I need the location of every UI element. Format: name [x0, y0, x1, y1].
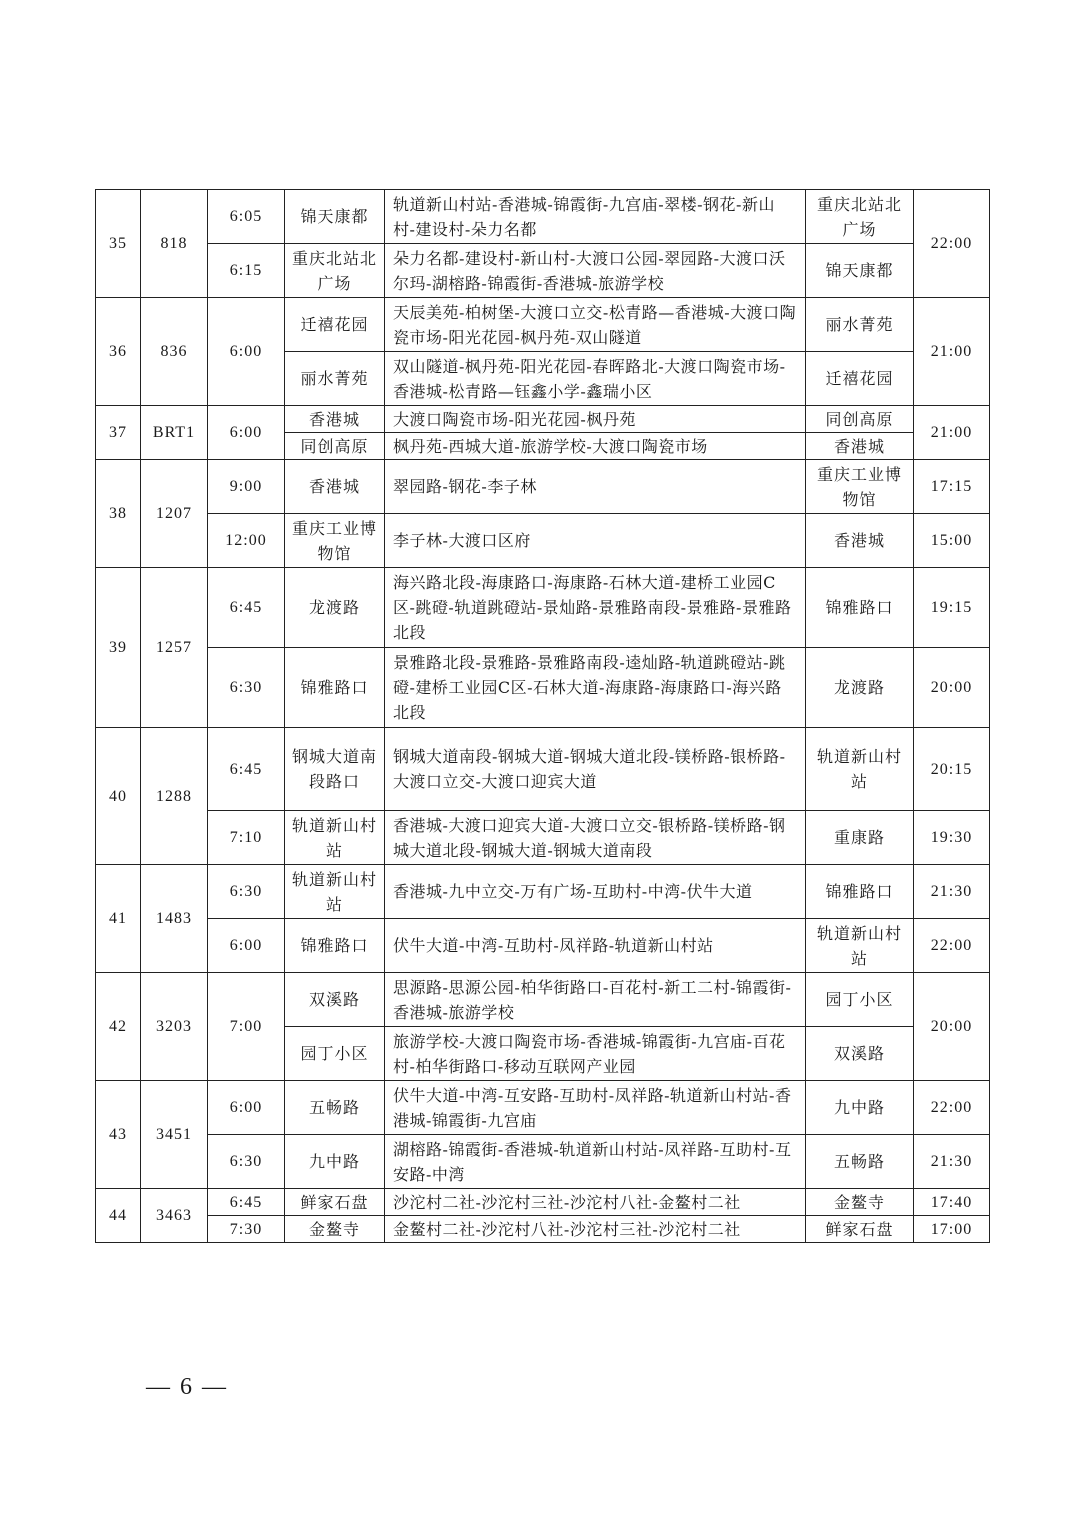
first-bus-time: 6:45: [208, 568, 285, 648]
row-number: 37: [96, 406, 141, 460]
route-number: 836: [141, 298, 208, 406]
destination-stop: 园丁小区: [806, 973, 914, 1027]
row-number: 40: [96, 728, 141, 865]
table-row: [96, 919, 990, 973]
first-bus-time: 7:10: [208, 811, 285, 865]
first-bus-time: 6:00: [208, 406, 285, 460]
origin-stop: 轨道新山村站: [285, 811, 385, 865]
origin-stop: 丽水菁苑: [285, 352, 385, 406]
origin-stop: 金鳌寺: [285, 1216, 385, 1243]
last-bus-time: 17:40: [914, 1189, 990, 1216]
last-bus-time: 20:15: [914, 728, 990, 811]
origin-stop: 九中路: [285, 1135, 385, 1189]
destination-stop: 香港城: [806, 514, 914, 568]
via-stops: 伏牛大道-中湾-互安路-互助村-凤祥路-轨道新山村站-香港城-锦霞街-九宫庙: [385, 1081, 806, 1135]
first-bus-time: 6:00: [208, 298, 285, 406]
via-stops: 枫丹苑-西城大道-旅游学校-大渡口陶瓷市场: [385, 433, 806, 460]
origin-stop: 钢城大道南段路口: [285, 728, 385, 811]
origin-stop: 香港城: [285, 460, 385, 514]
via-stops: 湖榕路-锦霞街-香港城-轨道新山村站-凤祥路-互助村-互安路-中湾: [385, 1135, 806, 1189]
via-stops: 天辰美苑-柏树堡-大渡口立交-松青路—香港城-大渡口陶瓷市场-阳光花园-枫丹苑-双山隧道: [385, 298, 806, 352]
via-stops: 翠园路-钢花-李子林: [385, 460, 806, 514]
origin-stop: 双溪路: [285, 973, 385, 1027]
via-stops: 沙沱村二社-沙沱村三社-沙沱村八社-金鳌村二社: [385, 1189, 806, 1216]
first-bus-time: 7:30: [208, 1216, 285, 1243]
origin-stop: 同创高原: [285, 433, 385, 460]
last-bus-time: 19:15: [914, 568, 990, 648]
origin-stop: 锦雅路口: [285, 919, 385, 973]
table-row: [96, 406, 990, 433]
origin-stop: 园丁小区: [285, 1027, 385, 1081]
route-number: 1483: [141, 865, 208, 973]
first-bus-time: 6:00: [208, 1081, 285, 1135]
destination-stop: 九中路: [806, 1081, 914, 1135]
route-number: 3203: [141, 973, 208, 1081]
via-stops: 伏牛大道-中湾-互助村-凤祥路-轨道新山村站: [385, 919, 806, 973]
destination-stop: 鲜家石盘: [806, 1216, 914, 1243]
last-bus-time: 20:00: [914, 973, 990, 1081]
via-stops: 香港城-九中立交-万有广场-互助村-中湾-伏牛大道: [385, 865, 806, 919]
route-number: 3451: [141, 1081, 208, 1189]
table-row: [96, 648, 990, 728]
origin-stop: 锦天康都: [285, 190, 385, 244]
row-number: 39: [96, 568, 141, 728]
destination-stop: 丽水菁苑: [806, 298, 914, 352]
last-bus-time: 22:00: [914, 190, 990, 298]
last-bus-time: 19:30: [914, 811, 990, 865]
origin-stop: 迁禧花园: [285, 298, 385, 352]
route-number: BRT1: [141, 406, 208, 460]
last-bus-time: 22:00: [914, 1081, 990, 1135]
last-bus-time: 15:00: [914, 514, 990, 568]
destination-stop: 双溪路: [806, 1027, 914, 1081]
row-number: 41: [96, 865, 141, 973]
last-bus-time: 22:00: [914, 919, 990, 973]
first-bus-time: 6:30: [208, 648, 285, 728]
destination-stop: 香港城: [806, 433, 914, 460]
table-row: [96, 298, 990, 352]
origin-stop: 重庆北站北广场: [285, 244, 385, 298]
table-row: [96, 811, 990, 865]
destination-stop: 重庆北站北广场: [806, 190, 914, 244]
table-row: [96, 1081, 990, 1135]
last-bus-time: 17:15: [914, 460, 990, 514]
last-bus-time: 21:00: [914, 406, 990, 460]
row-number: 44: [96, 1189, 141, 1243]
destination-stop: 迁禧花园: [806, 352, 914, 406]
row-number: 35: [96, 190, 141, 298]
origin-stop: 香港城: [285, 406, 385, 433]
via-stops: 香港城-大渡口迎宾大道-大渡口立交-银桥路-镁桥路-钢城大道北段-钢城大道-钢城大道南段: [385, 811, 806, 865]
origin-stop: 五畅路: [285, 1081, 385, 1135]
first-bus-time: 6:15: [208, 244, 285, 298]
destination-stop: 重康路: [806, 811, 914, 865]
destination-stop: 龙渡路: [806, 648, 914, 728]
destination-stop: 五畅路: [806, 1135, 914, 1189]
row-number: 36: [96, 298, 141, 406]
row-number: 42: [96, 973, 141, 1081]
table-row: [96, 1189, 990, 1216]
last-bus-time: 20:00: [914, 648, 990, 728]
table-row: [96, 514, 990, 568]
via-stops: 海兴路北段-海康路口-海康路-石林大道-建桥工业园C区-跳磴-轨道跳磴站-景灿路-景雅路南段-景雅路-景雅路北段: [385, 568, 806, 648]
table-row: [96, 460, 990, 514]
via-stops: 朵力名都-建设村-新山村-大渡口公园-翠园路-大渡口沃尔玛-湖榕路-锦霞街-香港城-旅游学校: [385, 244, 806, 298]
via-stops: 双山隧道-枫丹苑-阳光花园-春晖路北-大渡口陶瓷市场-香港城-松青路—钰鑫小学-鑫瑞小区: [385, 352, 806, 406]
first-bus-time: 9:00: [208, 460, 285, 514]
row-number: 43: [96, 1081, 141, 1189]
destination-stop: 重庆工业博物馆: [806, 460, 914, 514]
via-stops: 轨道新山村站-香港城-锦霞街-九宫庙-翠楼-钢花-新山村-建设村-朵力名都: [385, 190, 806, 244]
route-number: 1257: [141, 568, 208, 728]
first-bus-time: 6:30: [208, 865, 285, 919]
destination-stop: 锦雅路口: [806, 865, 914, 919]
first-bus-time: 6:45: [208, 728, 285, 811]
origin-stop: 轨道新山村站: [285, 865, 385, 919]
table-row: [96, 244, 990, 298]
via-stops: 钢城大道南段-钢城大道-钢城大道北段-镁桥路-银桥路-大渡口立交-大渡口迎宾大道: [385, 728, 806, 811]
table-row: [96, 190, 990, 244]
first-bus-time: 6:45: [208, 1189, 285, 1216]
route-number: 1207: [141, 460, 208, 568]
destination-stop: 金鳌寺: [806, 1189, 914, 1216]
bus-route-table: [95, 189, 990, 1243]
destination-stop: 同创高原: [806, 406, 914, 433]
first-bus-time: 7:00: [208, 973, 285, 1081]
row-number: 38: [96, 460, 141, 568]
origin-stop: 锦雅路口: [285, 648, 385, 728]
table-row: [96, 728, 990, 811]
via-stops: 大渡口陶瓷市场-阳光花园-枫丹苑: [385, 406, 806, 433]
last-bus-time: 21:30: [914, 865, 990, 919]
via-stops: 景雅路北段-景雅路-景雅路南段-逵灿路-轨道跳磴站-跳磴-建桥工业园C区-石林大道-海康路-海康路口-海兴路北段: [385, 648, 806, 728]
origin-stop: 重庆工业博物馆: [285, 514, 385, 568]
table-row: [96, 1216, 990, 1243]
via-stops: 李子林-大渡口区府: [385, 514, 806, 568]
table-row: [96, 973, 990, 1027]
table-row: [96, 1135, 990, 1189]
destination-stop: 锦天康都: [806, 244, 914, 298]
destination-stop: 轨道新山村站: [806, 728, 914, 811]
destination-stop: 轨道新山村站: [806, 919, 914, 973]
page-number: — 6 —: [146, 1374, 228, 1400]
route-number: 3463: [141, 1189, 208, 1243]
last-bus-time: 21:00: [914, 298, 990, 406]
table-row: [96, 865, 990, 919]
last-bus-time: 21:30: [914, 1135, 990, 1189]
first-bus-time: 12:00: [208, 514, 285, 568]
route-number: 1288: [141, 728, 208, 865]
destination-stop: 锦雅路口: [806, 568, 914, 648]
first-bus-time: 6:00: [208, 919, 285, 973]
last-bus-time: 17:00: [914, 1216, 990, 1243]
first-bus-time: 6:05: [208, 190, 285, 244]
via-stops: 旅游学校-大渡口陶瓷市场-香港城-锦霞街-九宫庙-百花村-柏华街路口-移动互联网产业园: [385, 1027, 806, 1081]
route-number: 818: [141, 190, 208, 298]
via-stops: 金鳌村二社-沙沱村八社-沙沱村三社-沙沱村二社: [385, 1216, 806, 1243]
origin-stop: 鲜家石盘: [285, 1189, 385, 1216]
origin-stop: 龙渡路: [285, 568, 385, 648]
via-stops: 思源路-思源公园-柏华街路口-百花村-新工二村-锦霞街-香港城-旅游学校: [385, 973, 806, 1027]
table-row: [96, 568, 990, 648]
first-bus-time: 6:30: [208, 1135, 285, 1189]
